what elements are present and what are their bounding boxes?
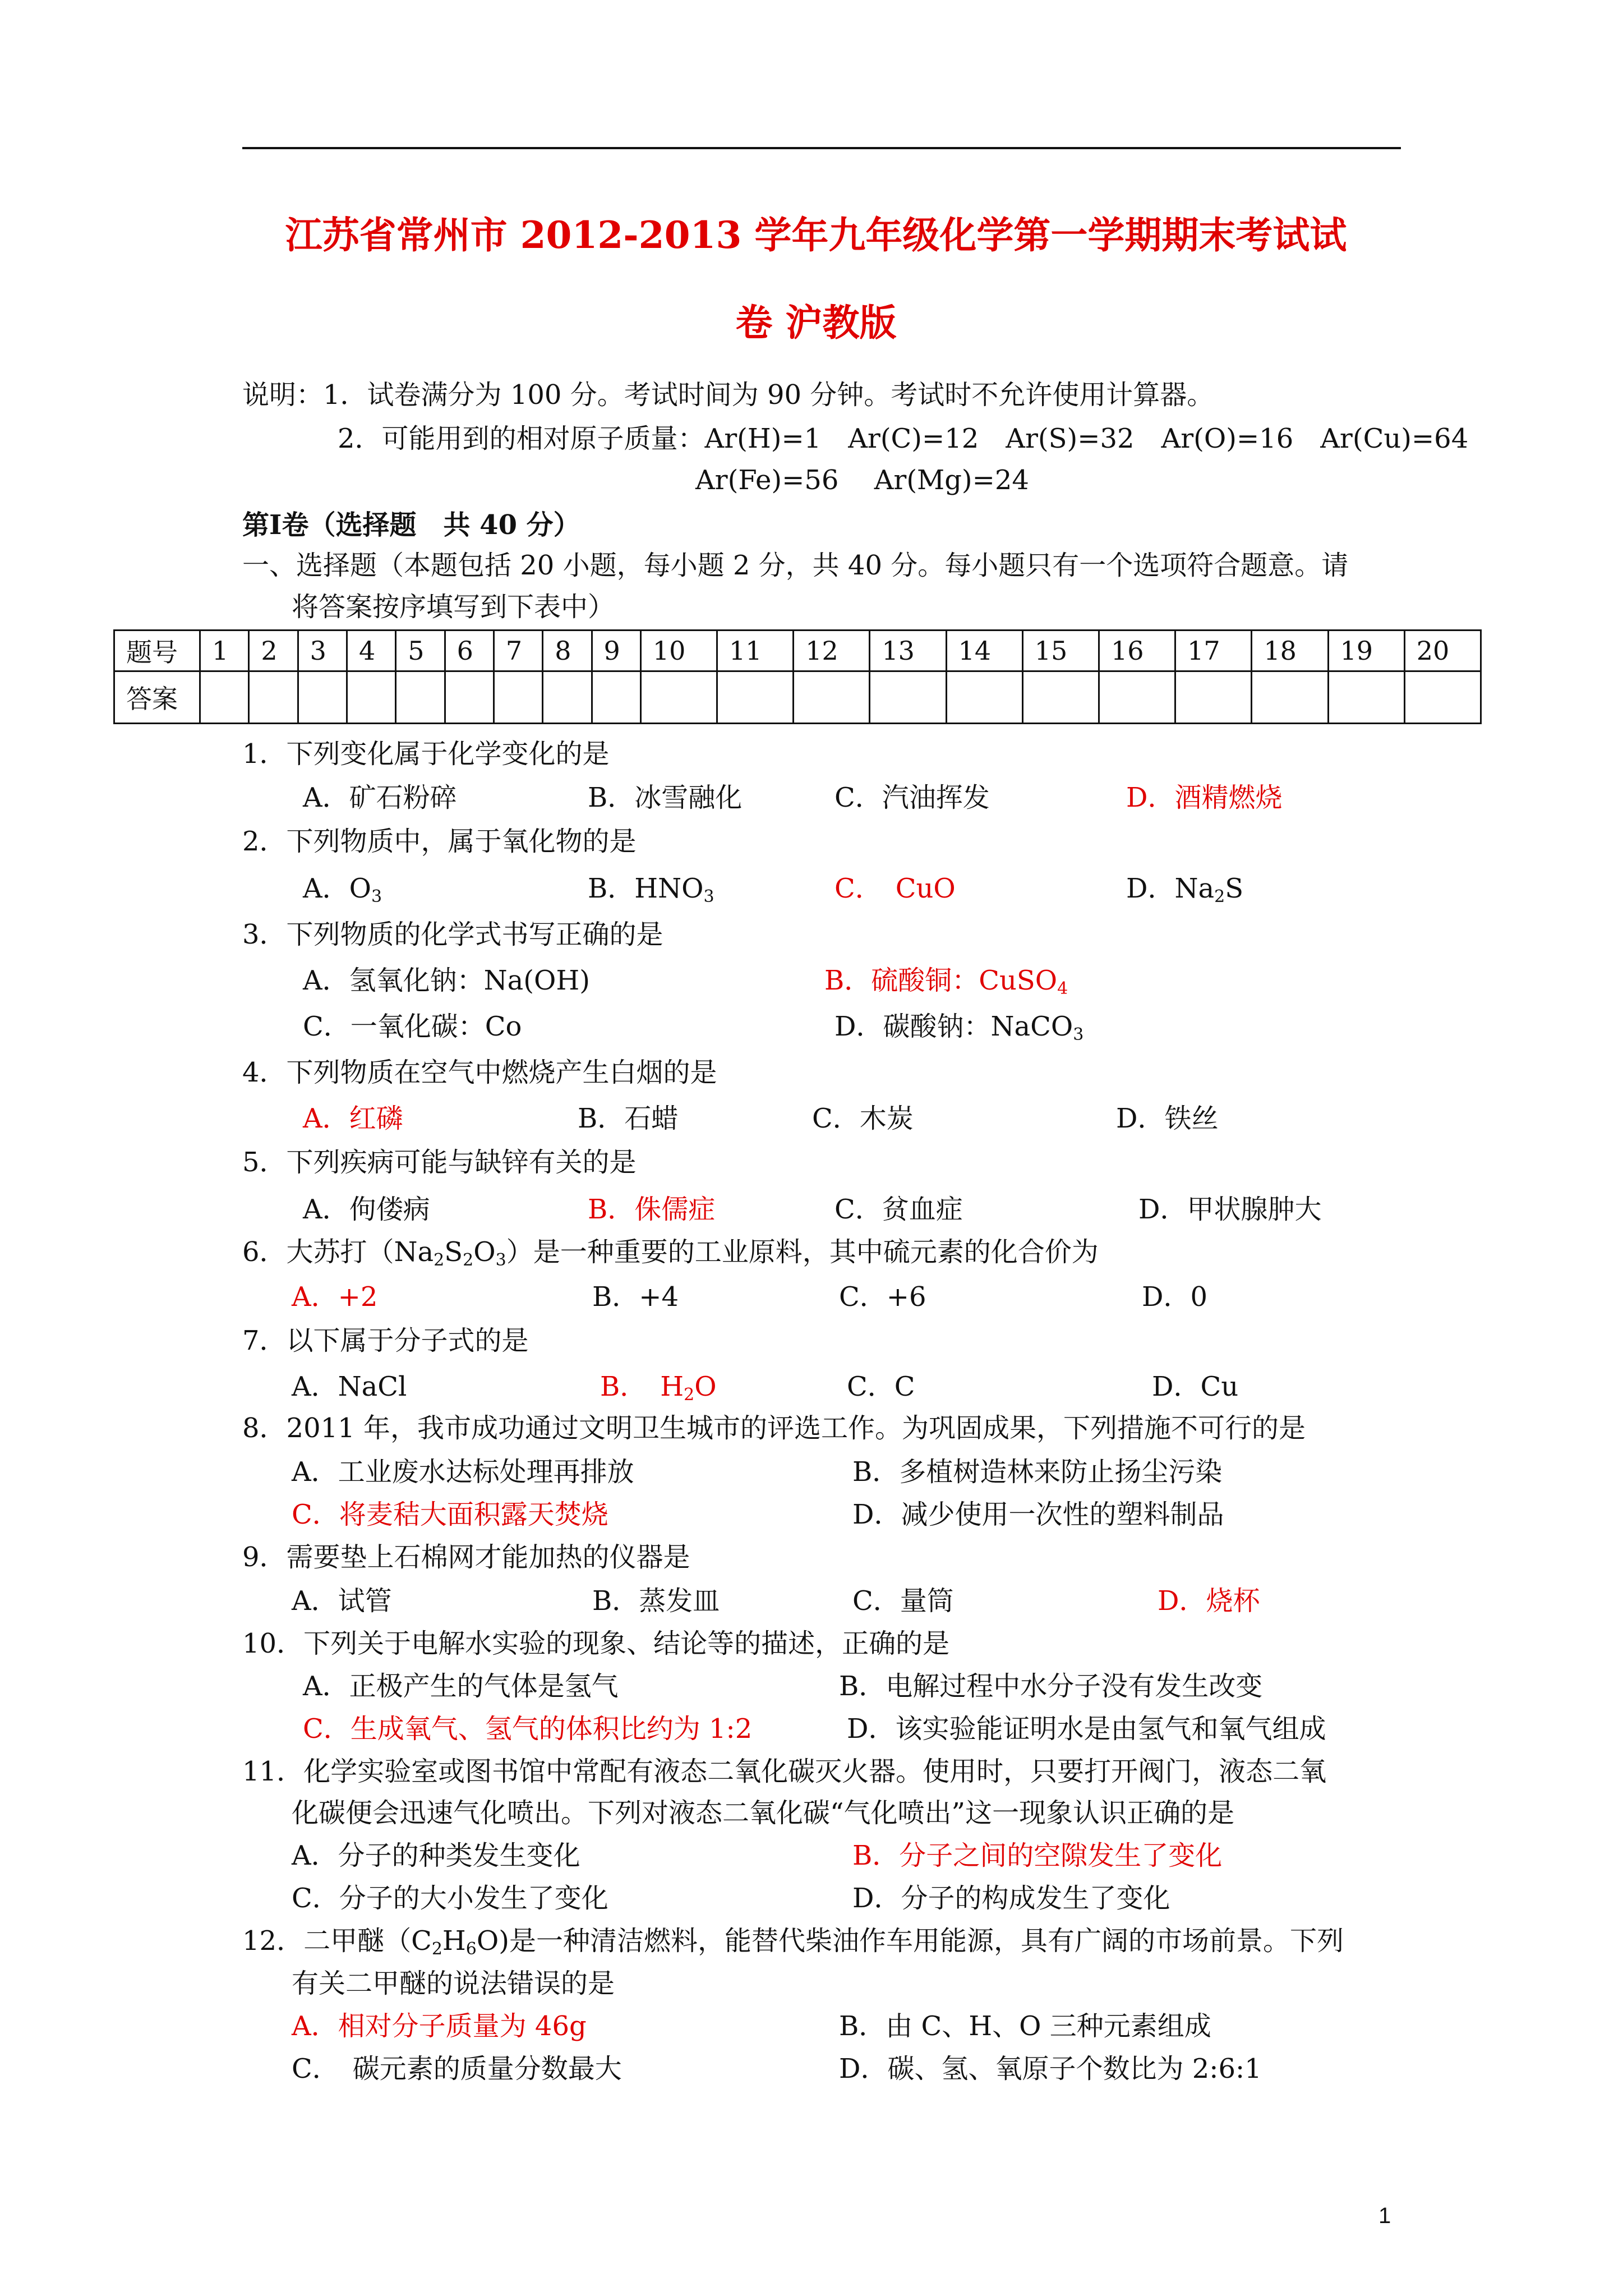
answer-cell[interactable] bbox=[1404, 671, 1481, 724]
answer-cell[interactable] bbox=[640, 671, 717, 724]
q2-option-d: D．$Na_2S$ bbox=[1126, 873, 1244, 907]
answer-cell[interactable] bbox=[592, 671, 640, 724]
answer-cell[interactable] bbox=[870, 671, 946, 724]
table-number-cell: 12 bbox=[794, 631, 870, 671]
answer-cell[interactable] bbox=[200, 671, 249, 724]
q3-option-a: A．氢氧化钠：Na(OH) bbox=[303, 965, 590, 996]
q5-stem: 5．下列疾病可能与缺锌有关的是 bbox=[242, 1147, 637, 1178]
q3-option-b-correct: B．硫酸铜：CuSO$_4$ bbox=[824, 965, 1068, 999]
table-number-cell: 3 bbox=[298, 631, 347, 671]
q7-option-a: A．NaCl bbox=[292, 1371, 407, 1402]
q5-option-c: C．贫血症 bbox=[834, 1194, 963, 1225]
notes-prefix: 说明： bbox=[242, 379, 324, 411]
q11-option-b-correct: B．分子之间的空隙发生了变化 bbox=[852, 1840, 1223, 1871]
answer-cell[interactable] bbox=[1099, 671, 1175, 724]
answer-cell[interactable] bbox=[298, 671, 347, 724]
answer-cell[interactable] bbox=[445, 671, 494, 724]
table-number-cell: 7 bbox=[494, 631, 542, 671]
q6-stem: 6．大苏打$(Na_2S_2O_3)$是一种重要的工业原料，其中硫元素的化合价为 bbox=[242, 1236, 1099, 1270]
q7-option-c: C．C bbox=[847, 1371, 915, 1402]
table-number-cell: 14 bbox=[946, 631, 1022, 671]
answer-cell[interactable] bbox=[946, 671, 1022, 724]
table-number-cell: 20 bbox=[1404, 631, 1481, 671]
q9-option-a: A．试管 bbox=[292, 1585, 392, 1617]
q12-option-b: B．由 C、H、O 三种元素组成 bbox=[839, 2010, 1211, 2042]
page-number: 1 bbox=[1378, 2203, 1391, 2228]
answer-cell[interactable] bbox=[1022, 671, 1099, 724]
answer-table-answer-row bbox=[114, 671, 1481, 724]
q8-option-b: B．多植树造林来防止扬尘污染 bbox=[852, 1456, 1223, 1488]
q7-option-d: D．Cu bbox=[1152, 1371, 1239, 1402]
q6-option-b: B．+4 bbox=[592, 1281, 679, 1313]
q3-option-d: D．碳酸钠：NaCO$_3$ bbox=[834, 1011, 1084, 1045]
q11-option-a: A．分子的种类发生变化 bbox=[292, 1840, 580, 1871]
table-number-cell: 10 bbox=[640, 631, 717, 671]
answer-cell[interactable] bbox=[1175, 671, 1252, 724]
table-number-cell: 4 bbox=[347, 631, 395, 671]
note-1: 1．试卷满分为 100 分。考试时间为 90 分钟。考试时不允许使用计算器。 bbox=[323, 379, 1214, 411]
q2-option-c-correct: C． CuO bbox=[834, 873, 956, 904]
q9-option-d-correct: D．烧杯 bbox=[1158, 1585, 1260, 1617]
table-number-cell: 9 bbox=[592, 631, 640, 671]
q3-option-c: C．一氧化碳：Co bbox=[303, 1011, 522, 1042]
q4-option-b: B．石蜡 bbox=[578, 1103, 679, 1134]
q11-option-d: D．分子的构成发生了变化 bbox=[852, 1883, 1170, 1914]
q8-stem: 8．2011 年，我市成功通过文明卫生城市的评选工作。为巩固成果，下列措施不可行的是 bbox=[242, 1412, 1306, 1444]
note-3: Ar(Fe)=56 Ar(Mg)=24 bbox=[695, 464, 1029, 496]
table-number-cell: 15 bbox=[1022, 631, 1099, 671]
answer-cell[interactable] bbox=[543, 671, 592, 724]
q1-option-d-correct: D．酒精燃烧 bbox=[1126, 782, 1283, 813]
table-number-cell: 8 bbox=[543, 631, 592, 671]
answer-cell[interactable] bbox=[347, 671, 395, 724]
answer-cell[interactable] bbox=[1252, 671, 1328, 724]
notes-line1 bbox=[242, 377, 1214, 413]
table-number-cell: 2 bbox=[249, 631, 298, 671]
doc-title-line2: 卷 沪教版 bbox=[735, 301, 897, 344]
answer-cell[interactable] bbox=[717, 671, 794, 724]
section-intro-2: 将答案按序填写到下表中） bbox=[292, 591, 615, 623]
note-2: 2．可能用到的相对原子质量：Ar(H)=1 Ar(C)=12 Ar(S)=32 Ar(O)=16 Ar(Cu)=64 bbox=[338, 423, 1469, 454]
q12-option-d: D．碳、氢、氧原子个数比为 2:6:1 bbox=[839, 2053, 1262, 2085]
answer-cell[interactable] bbox=[249, 671, 298, 724]
table-header-number: 题号 bbox=[114, 631, 200, 671]
section-intro-1: 一、选择题（本题包括 20 小题，每小题 2 分，共 40 分。每小题只有一个选项符合题意。请 bbox=[242, 550, 1349, 581]
q8-option-d: D．减少使用一次性的塑料制品 bbox=[852, 1499, 1224, 1530]
q11-stem-line2: 化碳便会迅速气化喷出。下列对液态二氧化碳“气化喷出”这一现象认识正确的是 bbox=[292, 1797, 1235, 1829]
table-number-cell: 13 bbox=[870, 631, 946, 671]
q10-option-a: A．正极产生的气体是氢气 bbox=[303, 1671, 619, 1702]
q5-option-a: A．佝偻病 bbox=[303, 1194, 430, 1225]
q1-stem: 1．下列变化属于化学变化的是 bbox=[242, 738, 610, 770]
q3-stem: 3．下列物质的化学式书写正确的是 bbox=[242, 919, 663, 950]
q1-option-c: C．汽油挥发 bbox=[834, 782, 990, 813]
header-rule bbox=[242, 147, 1401, 149]
q2-option-b: B．$HNO_3$ bbox=[588, 873, 714, 907]
q10-option-b: B．电解过程中水分子没有发生改变 bbox=[839, 1671, 1263, 1702]
q10-option-d: D．该实验能证明水是由氢气和氧气组成 bbox=[847, 1713, 1326, 1745]
doc-title-line1: 江苏省常州市 2012-2013 学年九年级化学第一学期期末考试试 bbox=[285, 213, 1347, 257]
answer-table-number-row bbox=[114, 631, 1481, 671]
answer-cell[interactable] bbox=[794, 671, 870, 724]
q11-option-c: C．分子的大小发生了变化 bbox=[292, 1883, 608, 1914]
table-number-cell: 17 bbox=[1175, 631, 1252, 671]
q7-stem: 7．以下属于分子式的是 bbox=[242, 1325, 529, 1356]
answer-cell[interactable] bbox=[494, 671, 542, 724]
q1-option-a: A．矿石粉碎 bbox=[303, 782, 457, 813]
q4-option-c: C．木炭 bbox=[812, 1103, 914, 1134]
q1-option-b: B．冰雪融化 bbox=[588, 782, 743, 813]
q6-option-a-correct: A．+2 bbox=[292, 1281, 378, 1313]
answer-table bbox=[113, 629, 1482, 724]
q8-option-a: A．工业废水达标处理再排放 bbox=[292, 1456, 634, 1488]
q2-stem: 2．下列物质中，属于氧化物的是 bbox=[242, 826, 637, 857]
q11-stem-line1: 11．化学实验室或图书馆中常配有液态二氧化碳灭火器。使用时，只要打开阀门，液态二氧 bbox=[242, 1756, 1327, 1787]
q5-option-b-correct: B．侏儒症 bbox=[588, 1194, 716, 1225]
answer-cell[interactable] bbox=[1328, 671, 1404, 724]
table-header-answer: 答案 bbox=[114, 671, 200, 724]
table-number-cell: 18 bbox=[1252, 631, 1328, 671]
q2-option-a: A．$O_3$ bbox=[303, 873, 382, 907]
q12-stem-line2: 有关二甲醚的说法错误的是 bbox=[292, 1968, 615, 1999]
q9-option-c: C．量筒 bbox=[852, 1585, 954, 1617]
table-number-cell: 16 bbox=[1099, 631, 1175, 671]
table-number-cell: 19 bbox=[1328, 631, 1404, 671]
table-number-cell: 11 bbox=[717, 631, 794, 671]
q10-option-c-correct: C．生成氧气、氢气的体积比约为 1:2 bbox=[303, 1713, 753, 1745]
table-number-cell: 1 bbox=[200, 631, 249, 671]
table-number-cell: 5 bbox=[396, 631, 445, 671]
q12-option-c: C． 碳元素的质量分数最大 bbox=[292, 2053, 622, 2085]
q6-option-d: D．0 bbox=[1142, 1281, 1208, 1313]
q7-option-b-correct: B． $H_2O$ bbox=[600, 1371, 717, 1405]
answer-cell[interactable] bbox=[396, 671, 445, 724]
q4-option-d: D．铁丝 bbox=[1116, 1103, 1219, 1134]
q10-stem: 10．下列关于电解水实验的现象、结论等的描述，正确的是 bbox=[242, 1628, 950, 1659]
q9-option-b: B．蒸发皿 bbox=[592, 1585, 720, 1617]
q5-option-d: D．甲状腺肿大 bbox=[1138, 1194, 1322, 1225]
q8-option-c-correct: C．将麦秸大面积露天焚烧 bbox=[292, 1499, 608, 1530]
q6-option-c: C．+6 bbox=[839, 1281, 926, 1313]
section-heading: 第Ⅰ卷（选择题 共 40 分） bbox=[242, 509, 580, 541]
table-number-cell: 6 bbox=[445, 631, 494, 671]
q9-stem: 9．需要垫上石棉网才能加热的仪器是 bbox=[242, 1542, 690, 1573]
q4-option-a-correct: A．红磷 bbox=[303, 1103, 403, 1134]
q12-stem-line1: 12．二甲醚$(C_2H_6O)$是一种清洁燃料，能替代柴油作车用能源，具有广阔的市场前景。下列 bbox=[242, 1925, 1344, 1959]
q4-stem: 4．下列物质在空气中燃烧产生白烟的是 bbox=[242, 1057, 717, 1088]
q12-option-a-correct: A．相对分子质量为 46g bbox=[292, 2010, 587, 2042]
